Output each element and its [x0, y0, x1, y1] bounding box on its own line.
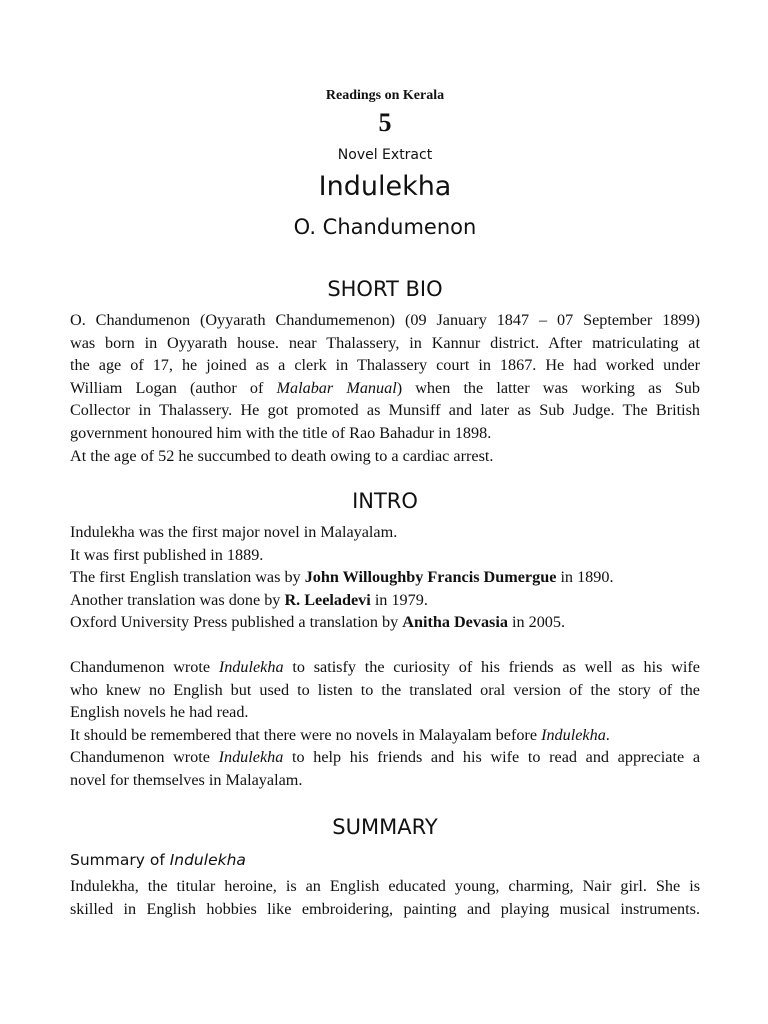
- intro-line: It should be remembered that there were no novels in Malayalam before Indulekha.: [70, 725, 610, 744]
- translator-name: John Willoughby Francis Dumergue: [304, 568, 557, 587]
- bio-line: O. Chandumenon (Oyyarath Chandumemenon) (09 January 1847 – 07 September 1899): [70, 311, 700, 329]
- summary-paragraph: [70, 875, 700, 920]
- intro-line: Oxford University Press published a translation by Anitha Devasia in 2005.: [70, 613, 566, 632]
- translator-name: Anitha Devasia: [402, 613, 508, 632]
- extract-type: Novel Extract: [337, 147, 433, 163]
- bio-line: William Logan (author of Malabar Manual) when the latter was working as Sub: [70, 378, 700, 397]
- summary-heading: SUMMARY: [332, 815, 438, 839]
- bio-line: the age of 17, he joined as a clerk in Thalassery court in 1867. He had worked under: [70, 356, 700, 375]
- short-bio-paragraph: [70, 309, 700, 467]
- intro-line: Chandumenon wrote Indulekha to help his friends and his wife to read and appreciate a: [70, 748, 701, 767]
- intro-paragraph-2: [70, 656, 700, 792]
- short-bio-heading: SHORT BIO: [327, 277, 443, 301]
- summary-line: Indulekha, the titular heroine, is an English educated young, charming, Nair girl. She is: [70, 877, 700, 895]
- novel-title: Indulekha: [318, 171, 452, 202]
- summary-subheading: Summary of Indulekha: [70, 851, 246, 869]
- bio-line: government honoured him with the title of Rao Bahadur in 1898.: [70, 423, 492, 442]
- bio-line: Collector in Thalassery. He got promoted as Munsiff and later as Sub Judge. The British: [70, 401, 700, 420]
- book-title: Indulekha: [218, 748, 284, 767]
- intro-line: Chandumenon wrote Indulekha to satisfy the curiosity of his friends as well as his wife: [70, 658, 700, 676]
- intro-heading: INTRO: [352, 489, 418, 513]
- summary-line: skilled in English hobbies like embroidering, painting and playing musical instruments.: [70, 899, 700, 918]
- translator-name: R. Leeladevi: [284, 590, 371, 609]
- book-title: Indulekha: [218, 658, 284, 676]
- author-name: O. Chandumenon: [293, 215, 477, 239]
- chapter-number: 5: [378, 108, 392, 137]
- bio-line: was born in Oyyarath house. near Thalassery, in Kannur district. After matriculating at: [70, 333, 700, 352]
- intro-line: novel for themselves in Malayalam.: [70, 770, 303, 789]
- intro-line: The first English translation was by John Willoughby Francis Dumergue in 1890.: [70, 568, 614, 587]
- intro-paragraph-1: [70, 521, 700, 634]
- intro-line: Another translation was done by R. Leeladevi in 1979.: [70, 590, 428, 609]
- intro-line: Indulekha was the first major novel in Malayalam.: [70, 523, 398, 541]
- intro-line: English novels he had read.: [70, 703, 249, 722]
- series-title: Readings on Kerala: [325, 88, 445, 103]
- intro-line: It was first published in 1889.: [70, 545, 264, 564]
- book-title: Indulekha: [169, 851, 246, 869]
- bio-line: At the age of 52 he succumbed to death owing to a cardiac arrest.: [70, 446, 494, 465]
- book-title: Indulekha: [541, 725, 606, 744]
- intro-line: who knew no English but used to listen to the translated oral version of the story of the: [70, 680, 700, 699]
- book-title: Malabar Manual: [276, 378, 397, 397]
